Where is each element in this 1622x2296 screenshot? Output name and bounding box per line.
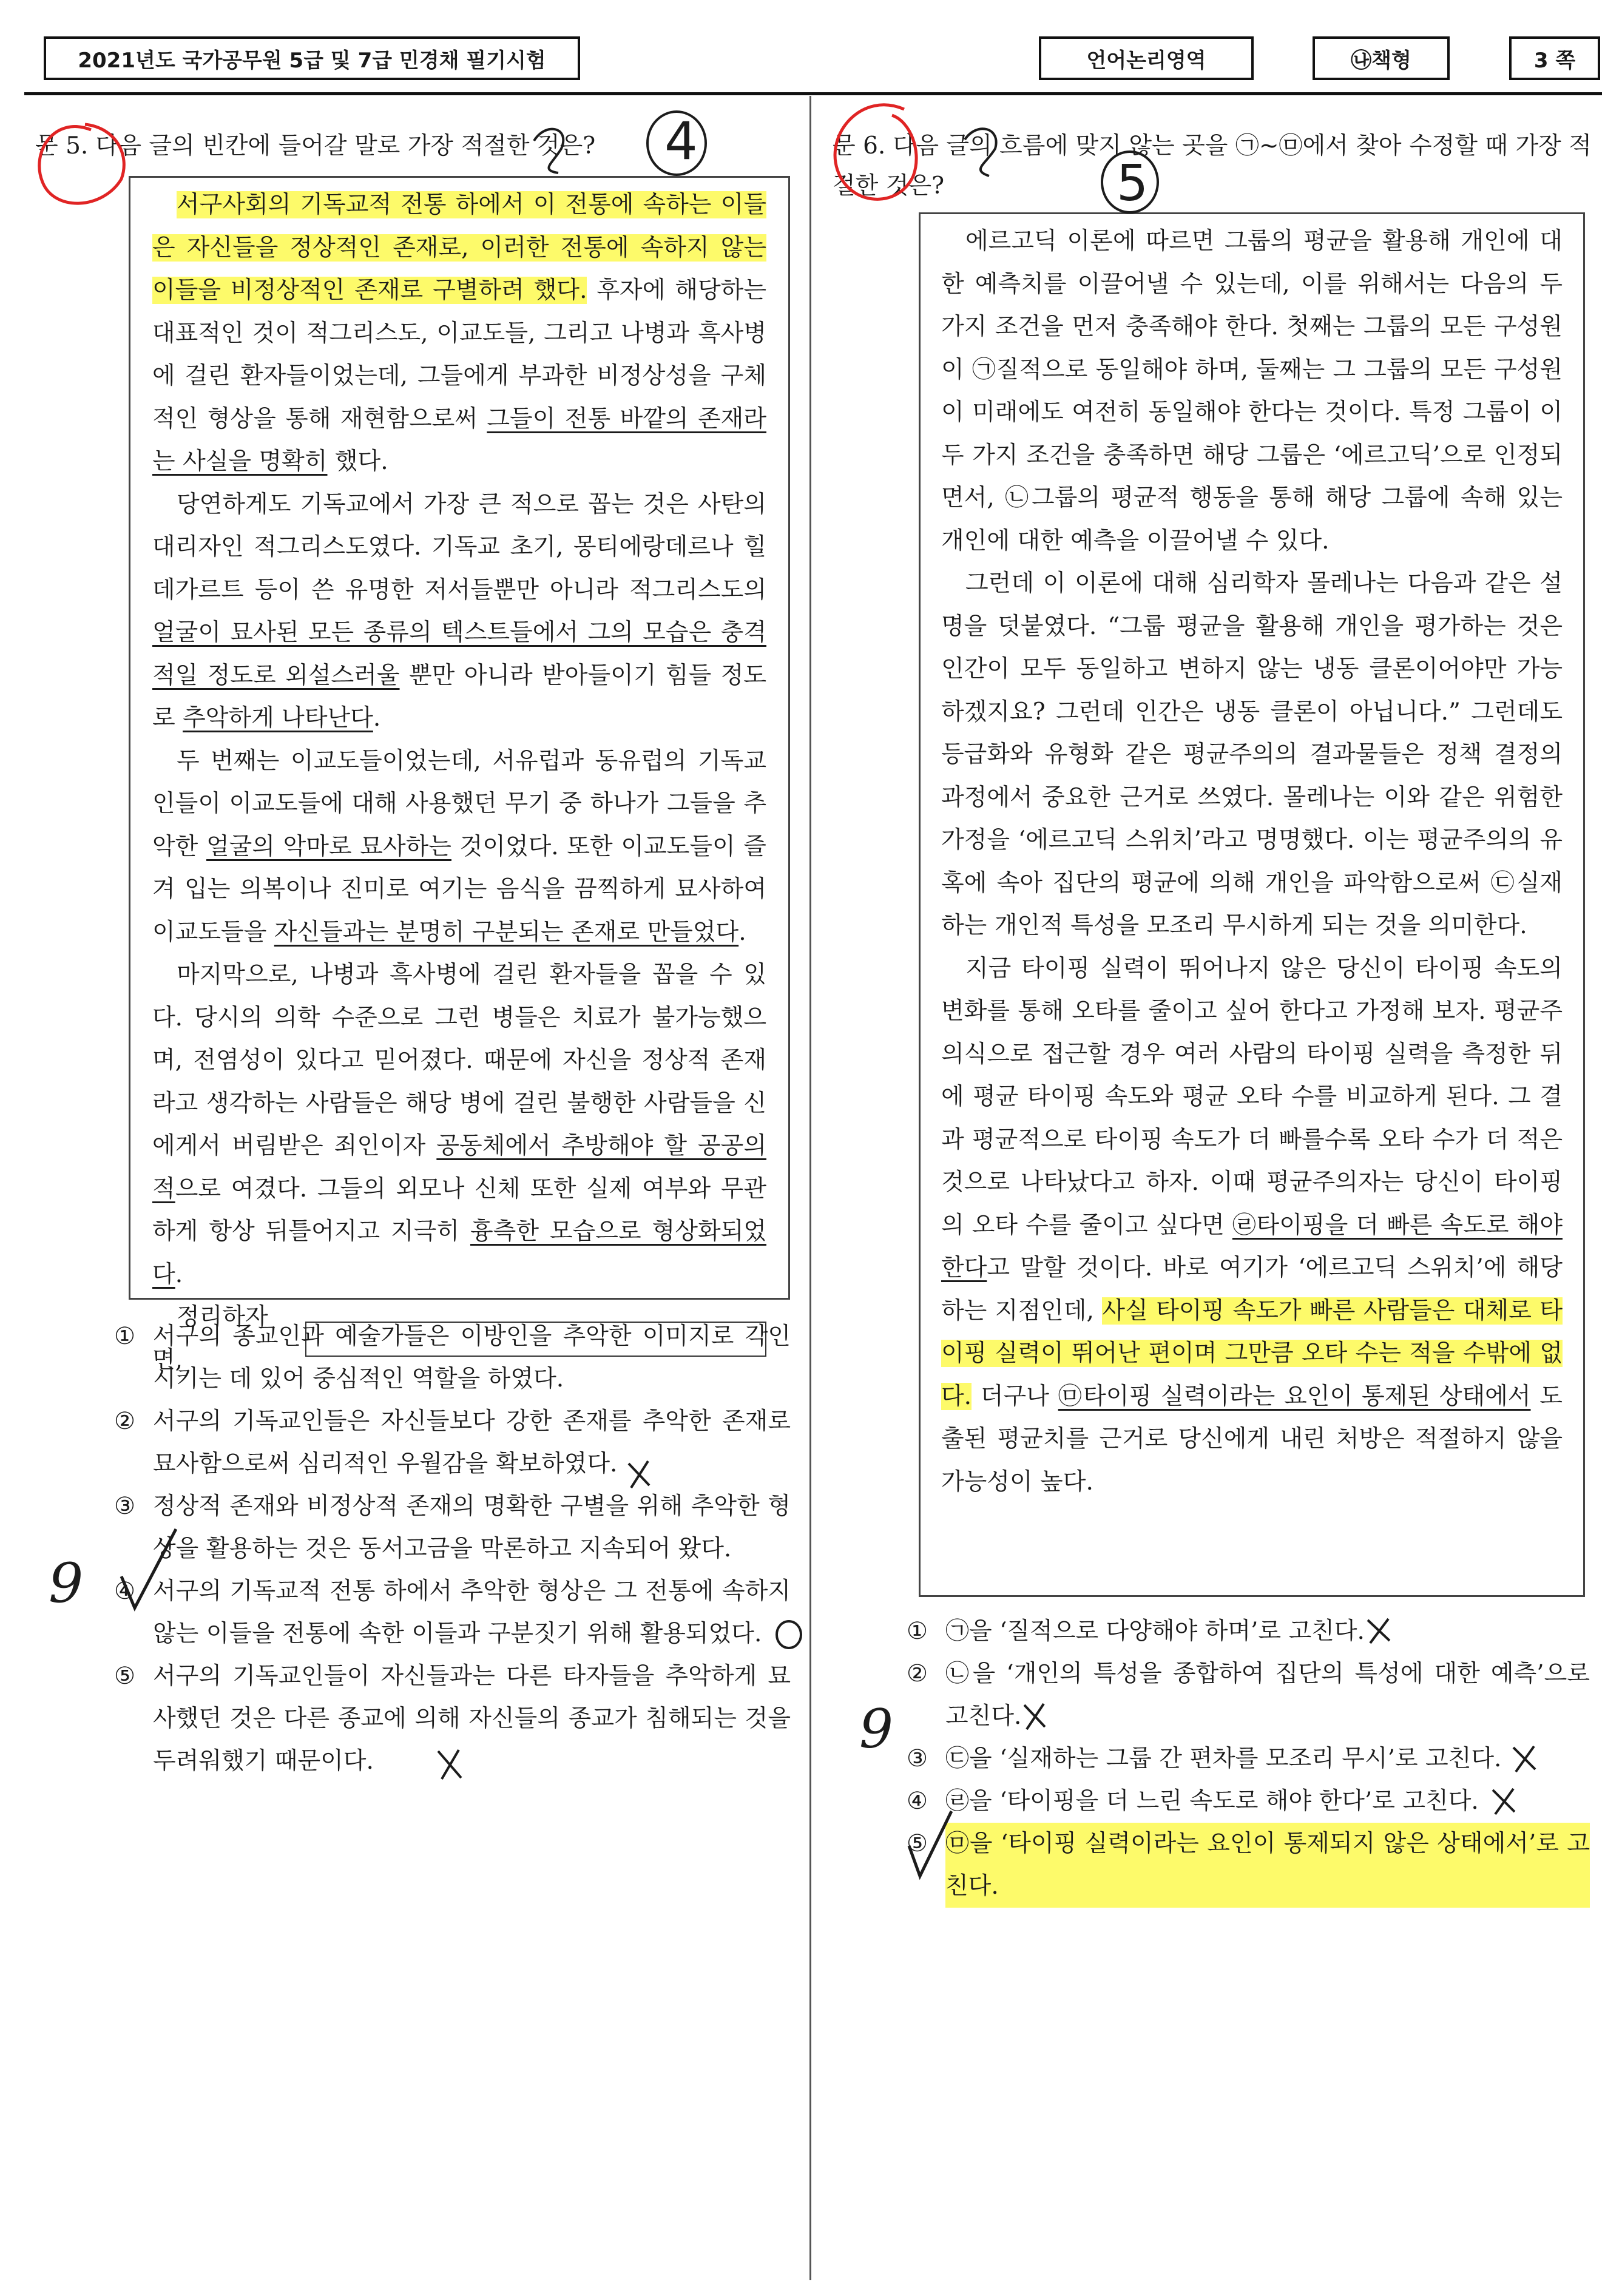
exam-title: 2021년도 국가공무원 5급 및 7급 민경채 필기시험 — [78, 48, 546, 73]
q5-choices — [114, 1315, 791, 1783]
page-box — [1509, 36, 1600, 80]
q5-choice-1[interactable]: ① 서구의 종교인과 예술가들은 이방인을 추악한 이미지로 각인시키는 데 있어 중심적인 역할을 하였다. — [114, 1323, 791, 1393]
q6-title: 문 6. 다음 글의 흐름에 맞지 않는 곳을 ㉠~㉤에서 찾아 수정할 때 가장 적절한 것은? — [833, 132, 1592, 200]
q5-choice-5[interactable]: ⑤ 서구의 기독교인들이 자신들과는 다른 타자들을 추악하게 묘사했던 것은 다른 종교에 의해 자신들의 종교가 침해되는 것을 두려워했기 때문이다. — [114, 1663, 791, 1775]
q6-choices — [907, 1610, 1590, 1908]
q5-handwritten-answer: 4 — [664, 111, 698, 172]
q6-passage — [919, 212, 1585, 1597]
q6-highlight-1: 사실 타이핑 속도가 빠른 사람들은 대체로 타이핑 실력이 뛰어난 편이며 그만큼 오타 수는 적을 수밖에 없다. — [941, 1297, 1563, 1410]
q6-paragraph-3: 지금 타이핑 실력이 뛰어나지 않은 당신이 타이핑 속도의 변화를 통해 오타를 줄이고 싶어 한다고 가정해 보자. 평균주의식으로 접근할 경우 여러 사람의 타이핑 실력을 측정한 뒤에 평균 타이핑 속도와 평균 오타 수를 비교하게 된다. 그 결과 평균적으로 타이핑 속도가 더 빠를수록 오타 수가 더 적은 것으로 나타났다고 하자. 이때 평균주의자는 당신이 타이핑의 오타 수를 줄이고 싶다면 ㉣타이핑을 더 빠른 속도로 해야 한다고 말할 것이다. 바로 여기가 ‘에르고딕 스위치’에 해당하는 지점인데, 사실 타이핑 속도가 빠른 사람들은 대체로 타이핑 실력이 뛰어난 편이며 그만큼 오타 수는 적을 수밖에 없다. 더구나 ㉤타이핑 실력이라는 요인이 통제된 상태에서 도출된 평균치를 근거로 당신에게 내린 처방은 적절하지 않을 가능성이 높다. — [941, 954, 1563, 1496]
q5-paragraph-2: 당연하게도 기독교에서 가장 큰 적으로 꼽는 것은 사탄의 대리자인 적그리스도였다. 기독교 초기, 몽티에랑데르나 힐데가르트 등이 쓴 유명한 저서들뿐만 아니라 적그리스도의 얼굴이 묘사된 모든 종류의 텍스트들에서 그의 모습은 충격적일 정도로 외설스러울 뿐만 아니라 받아들이기 힘들 정도로 추악하게 나타난다. — [152, 490, 766, 732]
q6-choice-3[interactable]: ③ ㉢을 ‘실재하는 그룹 간 편차를 모조리 무시’로 고친다. — [907, 1745, 1502, 1772]
q5-margin-mark: 9 — [49, 1551, 84, 1615]
header-rule — [24, 92, 1602, 95]
q5-paragraph-1: 서구사회의 기독교적 전통 하에서 이 전통에 속하는 이들은 자신들을 정상적인 존재로, 이러한 전통에 속하지 않는 이들을 비정상적인 존재로 구별하려 했다. 후자에 해당하는 대표적인 것이 적그리스도, 이교도들, 그리고 나병과 흑사병에 걸린 환자들이었는데, 그들에게 부과한 비정상성을 구체적인 형상을 통해 재현함으로써 그들이 전통 바깥의 존재라는 사실을 명확히 했다. — [152, 191, 766, 475]
section-label: 언어논리영역 — [1086, 48, 1206, 73]
q6-margin-mark: 9 — [859, 1698, 893, 1760]
q6-paragraph-1: 에르고딕 이론에 따르면 그룹의 평균을 활용해 개인에 대한 예측치를 이끌어낼 수 있는데, 이를 위해서는 다음의 두 가지 조건을 먼저 충족해야 한다. 첫째는 그룹의 모든 구성원이 ㉠질적으로 동일해야 하며, 둘째는 그 그룹의 모든 구성원이 미래에도 여전히 동일해야 한다는 것이다. 특정 그룹이 이 두 가지 조건을 충족하면 해당 그룹은 ‘에르고딕’으로 인정되면서, ㉡그룹의 평균적 행동을 통해 해당 그룹에 속해 있는 개인에 대한 예측을 이끌어낼 수 있다. — [941, 228, 1563, 555]
q6-choice-2[interactable]: ② ㉡을 ‘개인의 특성을 종합하여 집단의 특성에 대한 예측’으로 고친다. — [907, 1660, 1590, 1730]
page-number: 3 쪽 — [1533, 48, 1576, 73]
exam-title-box — [44, 36, 580, 80]
q6-choice-5[interactable]: ⑤ ㉤을 ‘타이핑 실력이라는 요인이 통제되지 않은 상태에서’로 고친다. — [907, 1823, 1590, 1908]
q6-handwritten-answer: 5 — [1117, 155, 1149, 212]
q5-title: 문 5. 다음 글의 빈칸에 들어갈 말로 가장 적절한 것은? — [35, 132, 596, 160]
q5-paragraph-4: 마지막으로, 나병과 흑사병에 걸린 환자들을 꼽을 수 있다. 당시의 의학 수준으로 그런 병들은 치료가 불가능했으며, 전염성이 있다고 믿어졌다. 때문에 자신을 정상적 존재라고 생각하는 사람들은 해당 병에 걸린 불행한 사람들을 신에게서 버림받은 죄인이자 공동체에서 추방해야 할 공공의 적으로 여겼다. 그들의 외모나 신체 또한 실제 여부와 무관하게 항상 뒤틀어지고 지극히 흉측한 모습으로 형상화되었다. — [152, 961, 766, 1288]
section-box — [1039, 36, 1254, 80]
q5-choice-2[interactable]: ② 서구의 기독교인들은 자신들보다 강한 존재를 추악한 존재로 묘사함으로써 심리적인 우월감을 확보하였다. — [114, 1408, 791, 1477]
q6-choice-5-highlight: ㉤을 ‘타이핑 실력이라는 요인이 통제되지 않은 상태에서’로 고친다. — [945, 1823, 1590, 1908]
booklet-box — [1313, 36, 1450, 80]
booklet-label: ㉯책형 — [1351, 48, 1411, 73]
q5-choice-3[interactable]: ③ 정상적 존재와 비정상적 존재의 명확한 구별을 위해 추악한 형상을 활용하는 것은 동서고금을 막론하고 지속되어 왔다. — [114, 1493, 791, 1562]
q6-choice-4[interactable]: ④ ㉣을 ‘타이핑을 더 느린 속도로 해야 한다’로 고친다. — [907, 1788, 1479, 1815]
q6-choice-1[interactable]: ① ㉠을 ‘질적으로 다양해야 하며’로 고친다. — [907, 1618, 1365, 1645]
column-divider — [809, 96, 811, 2280]
q5-choice-4[interactable]: ④ 서구의 기독교적 전통 하에서 추악한 형상은 그 전통에 속하지 않는 이들을 전통에 속한 이들과 구분짓기 위해 활용되었다. — [114, 1578, 791, 1647]
q6-paragraph-2: 그런데 이 이론에 대해 심리학자 몰레나는 다음과 같은 설명을 덧붙였다. “그룹 평균을 활용해 개인을 평가하는 것은 인간이 모두 동일하고 변하지 않는 냉동 클론이어야만 가능하겠지요? 그런데 인간은 냉동 클론이 아닙니다.” 그런데도 등급화와 유형화 같은 평균주의의 결과물들은 정책 결정의 과정에서 중요한 근거로 쓰였다. 몰레나는 이와 같은 위험한 가정을 ‘에르고딕 스위치’라고 명명했다. 이는 평균주의의 유혹에 속아 집단의 평균에 의해 개인을 파악함으로써 ㉢실재하는 개인적 특성을 모조리 무시하게 되는 것을 의미한다. — [941, 570, 1563, 939]
q5-highlight-1: 서구사회의 기독교적 전통 하에서 이 전통에 속하는 이들은 자신들을 정상적인 존재로, 이러한 전통에 속하지 않는 이들을 비정상적인 존재로 구별하려 했다. — [152, 191, 766, 304]
q5-summary-label: 정리하자면, — [152, 1303, 268, 1374]
q5-paragraph-3: 두 번째는 이교도들이었는데, 서유럽과 동유럽의 기독교인들이 이교도들에 대해 사용했던 무기 중 하나가 그들을 추악한 얼굴의 악마로 묘사하는 것이었다. 또한 이교도들이 즐겨 입는 의복이나 진미로 여기는 음식을 끔찍하게 묘사하여 이교도들을 자신들과는 분명히 구분되는 존재로 만들었다. — [152, 747, 766, 946]
